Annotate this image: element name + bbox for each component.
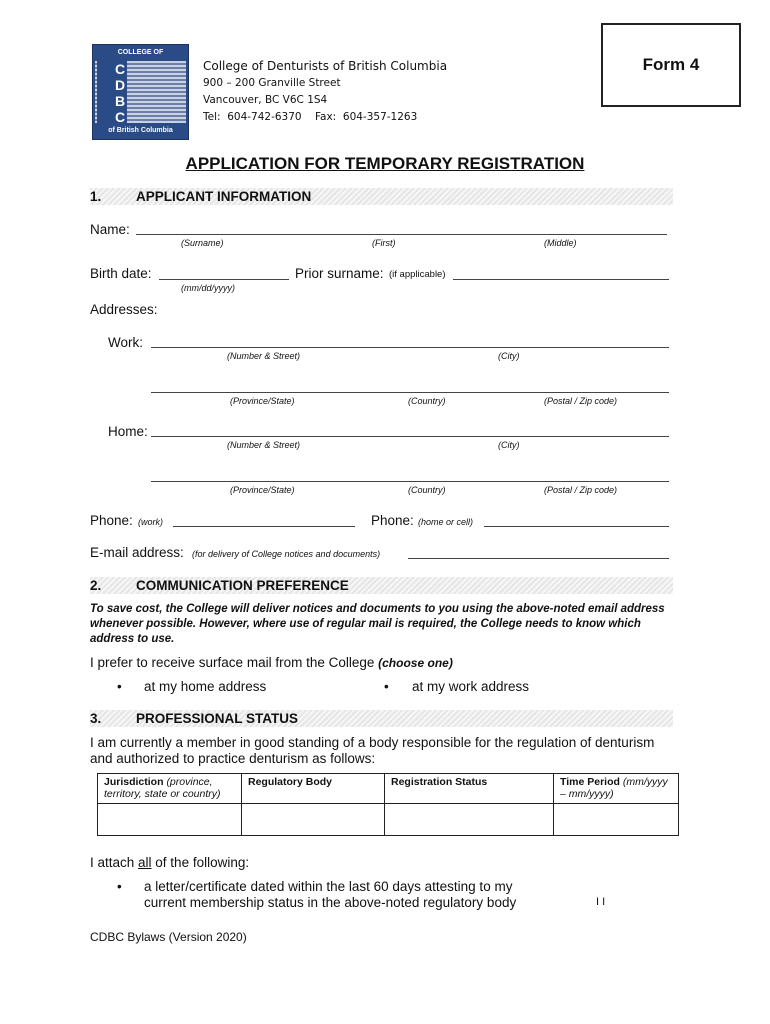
section-2-header (90, 577, 673, 594)
email-note: (for delivery of College notices and documents) (192, 549, 381, 559)
work-address-label: Work: (108, 335, 144, 350)
home-street-city-field[interactable] (151, 436, 669, 437)
org-name: College of Denturists of British Columbia (203, 59, 448, 73)
section-number: 3. (90, 711, 102, 726)
choose-one-note: (choose one) (378, 656, 453, 670)
registration-status-cell[interactable] (385, 804, 554, 836)
address-line-2: Vancouver, BC V6C 1S4 (203, 94, 328, 106)
prior-surname-field[interactable] (453, 279, 669, 280)
home-city-caption: (City) (498, 440, 520, 450)
surface-mail-prompt (90, 655, 453, 670)
phone-home-label: Phone: (371, 513, 414, 528)
attach-checkbox[interactable]: I I (596, 896, 606, 908)
work-city-caption: (City) (498, 351, 520, 361)
section-heading: APPLICANT INFORMATION (136, 189, 312, 204)
work-postal-caption: (Postal / Zip code) (544, 396, 618, 406)
prior-surname-label: Prior surname: (295, 266, 384, 281)
work-street-city-field[interactable] (151, 347, 669, 348)
jurisdiction-cell[interactable] (98, 804, 242, 836)
email-field[interactable] (408, 558, 669, 559)
middle-caption: (Middle) (544, 238, 577, 248)
email-label: E-mail address: (90, 545, 184, 560)
phone-home-field[interactable] (484, 526, 669, 527)
first-caption: (First) (372, 238, 396, 248)
section-3-header (90, 710, 673, 727)
surname-caption: (Surname) (181, 238, 224, 248)
option-work-address[interactable]: at my work address (412, 679, 530, 694)
table-row (98, 804, 679, 836)
work-province-country-postal-field[interactable] (151, 392, 669, 393)
logo-top-text: COLLEGE OF (117, 49, 164, 56)
home-province-caption: (Province/State) (230, 485, 295, 495)
work-country-caption: (Country) (408, 396, 446, 406)
phone-work-label: Phone: (90, 513, 133, 528)
attach-statement: I attach all of the following: (90, 855, 250, 870)
home-street-caption: (Number & Street) (227, 440, 301, 450)
footer-version: CDBC Bylaws (Version 2020) (90, 930, 247, 944)
birth-date-label: Birth date: (90, 266, 152, 281)
option-home-address[interactable]: at my home address (144, 679, 267, 694)
section-1-header (90, 188, 673, 205)
home-province-country-postal-field[interactable] (151, 481, 669, 482)
section-number: 1. (90, 189, 102, 204)
form-number-box: Form 4 (601, 23, 741, 107)
time-period-cell[interactable] (554, 804, 679, 836)
phone-work-field[interactable] (173, 526, 355, 527)
birth-date-field[interactable] (159, 279, 289, 280)
attach-item-1: a letter/certificate dated within the last 60 days attesting to my current membership status in the above-noted regulatory body (144, 879, 517, 910)
phone-work-note: (work) (138, 517, 163, 527)
home-postal-caption: (Postal / Zip code) (544, 485, 618, 495)
cdbc-logo (92, 44, 189, 140)
prior-surname-note: (if applicable) (389, 269, 446, 280)
col-jurisdiction: Jurisdiction (province, territory, state or country) (98, 774, 242, 804)
phone-home-note: (home or cell) (418, 517, 474, 527)
home-address-label: Home: (108, 424, 148, 439)
col-regulatory-body: Regulatory Body (242, 774, 385, 804)
professional-status-table (97, 773, 679, 836)
section-heading: PROFESSIONAL STATUS (136, 711, 299, 726)
bullet-icon: • (117, 879, 122, 894)
name-label: Name: (90, 222, 130, 237)
bullet-icon: • (117, 679, 122, 694)
org-address-block (203, 58, 447, 126)
home-country-caption: (Country) (408, 485, 446, 495)
communication-notice: To save cost, the College will deliver notices and documents to you using the above-noted email address whenever possible. However, where use of regular mail is required, the College needs to know which address to use. (90, 603, 665, 645)
bullet-icon: • (384, 679, 389, 694)
section-number: 2. (90, 578, 102, 593)
section-heading: COMMUNICATION PREFERENCE (136, 578, 349, 593)
col-time-period: Time Period (mm/yyyy – mm/yyyy) (554, 774, 679, 804)
table-header-row (98, 774, 679, 804)
work-street-caption: (Number & Street) (227, 351, 301, 361)
regulatory-body-cell[interactable] (242, 804, 385, 836)
prefer-text: I prefer to receive surface mail from the College (90, 655, 375, 670)
address-line-1: 900 – 200 Granville Street (203, 77, 341, 89)
logo-letters: CDBC (97, 61, 127, 123)
logo-bottom-text: of British Columbia (108, 127, 173, 134)
col-registration-status: Registration Status (385, 774, 554, 804)
phone-fax: Tel: 604-742-6370 Fax: 604-357-1263 (203, 111, 418, 123)
name-field[interactable] (136, 234, 667, 235)
work-province-caption: (Province/State) (230, 396, 295, 406)
addresses-label: Addresses: (90, 302, 158, 317)
birth-date-caption: (mm/dd/yyyy) (181, 283, 235, 293)
professional-status-intro: I am currently a member in good standing of a body responsible for the regulation of denturism and authorized to practice denturism as follows: (90, 735, 655, 766)
page-title: APPLICATION FOR TEMPORARY REGISTRATION (185, 154, 585, 173)
